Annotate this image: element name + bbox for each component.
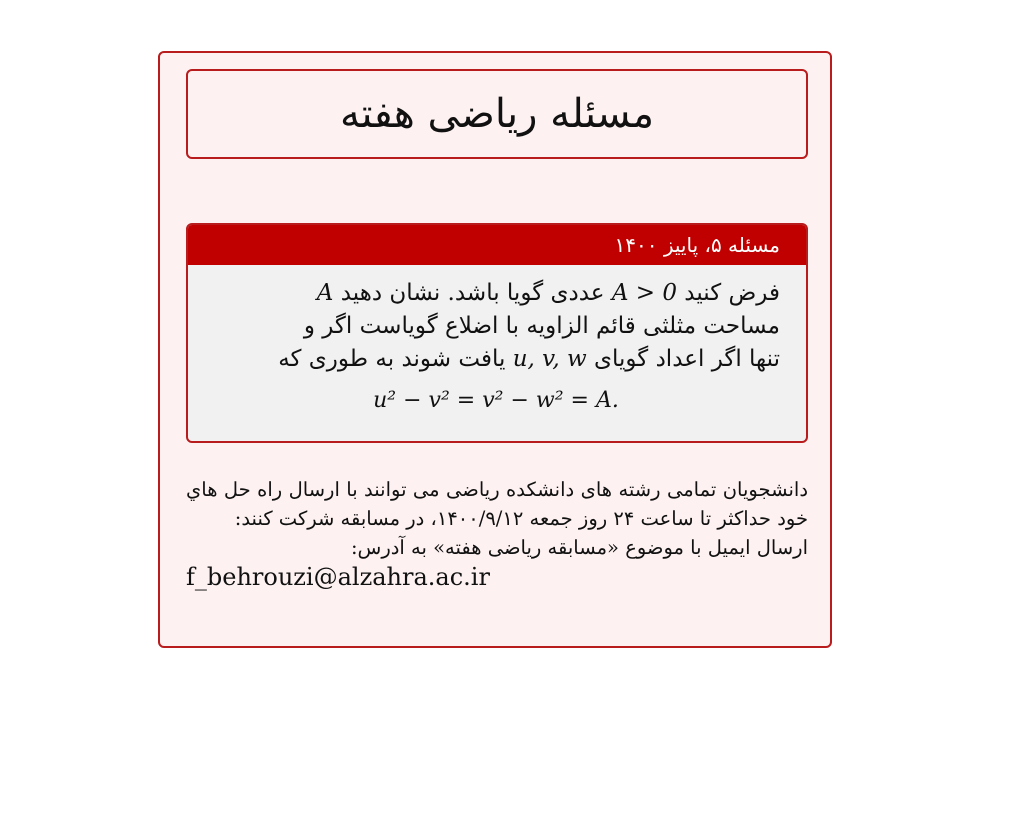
poster-frame [158, 51, 832, 648]
problem-line-2: مساحت مثلثی قائم الزاویه با اضلاع گویاست اگر و [303, 313, 780, 339]
problem-statement [188, 265, 806, 417]
problem-line-1-text-b: عددی گویا باشد. نشان دهید [340, 280, 605, 306]
info-paragraph: دانشجویان تمامی رشته های دانشکده ریاضی می توانند با ارسال راه حل هاي خود حداکثر تا ساعت ۲۴ روز جمعه ۱۴۰۰/۹/۱۲، در مسابقه شرکت کنند: [186, 478, 808, 530]
email-address[interactable]: f_behrouzi@alzahra.ac.ir [186, 563, 490, 591]
math-uvw: u, v, w [512, 346, 587, 372]
problem-header: مسئله ۵، پاییز ۱۴۰۰ [188, 225, 806, 265]
math-a: A [316, 280, 334, 306]
info-section [186, 475, 808, 592]
problem-box [186, 223, 808, 443]
page-title: مسئله ریاضی هفته [339, 91, 655, 137]
problem-line-1-text-a: فرض کنید [684, 280, 780, 306]
problem-line-3 [212, 343, 780, 376]
problem-line-3-text-a: تنها اگر اعداد گویای [594, 346, 780, 372]
math-a-positive: A > 0 [611, 280, 677, 306]
title-box [186, 69, 808, 159]
problem-equation: u² − v² = v² − w² = A. [373, 388, 619, 413]
problem-line-1 [212, 277, 780, 310]
problem-line-3-text-b: یافت شوند به طوری که [278, 346, 506, 372]
info-instruction: ارسال ایمیل با موضوع «مسابقه ریاضی هفته» به آدرس: [350, 536, 808, 559]
